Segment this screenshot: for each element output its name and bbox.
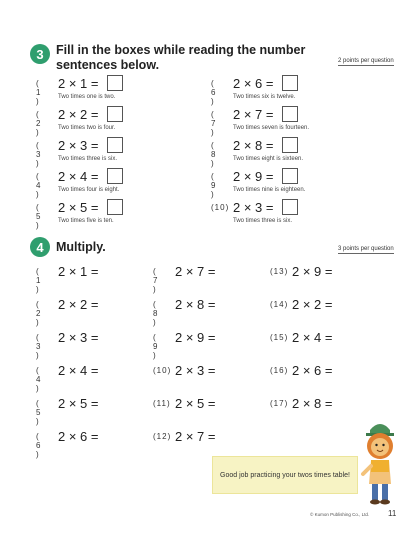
answer-box[interactable] (107, 137, 123, 153)
problem-number: ( 9 ) (211, 172, 217, 199)
answer-box[interactable] (107, 106, 123, 122)
section-4-points: 3 points per question (338, 246, 394, 252)
problem-expression: 2 × 9 = (175, 330, 216, 345)
problem-expression: 2 × 5 = (58, 396, 99, 411)
problem-number: ( 1 ) (36, 79, 42, 106)
problem-expression: 2 × 1 = (58, 264, 99, 279)
problem-expression: 2 × 7 = (233, 107, 274, 122)
answer-box[interactable] (282, 137, 298, 153)
problem-expression: 2 × 6 = (58, 429, 99, 444)
hat-icon (370, 424, 390, 434)
number-sentence: Two times four is eight. (58, 187, 120, 193)
number-sentence: Two times five is ten. (58, 218, 114, 224)
problem-number: ( 8 ) (153, 300, 159, 327)
problem-number: (12) (153, 432, 172, 441)
problem-number: (17) (270, 399, 289, 408)
problem-expression: 2 × 8 = (233, 138, 274, 153)
answer-box[interactable] (107, 199, 123, 215)
problem-number: ( 8 ) (211, 141, 217, 168)
section-4-badge: 4 (30, 237, 50, 257)
problem-number: ( 7 ) (153, 267, 159, 294)
page-number: 11 (388, 509, 397, 518)
number-sentence: Two times one is two. (58, 94, 116, 100)
answer-box[interactable] (282, 75, 298, 91)
answer-box[interactable] (282, 199, 298, 215)
problem-expression: 2 × 2 = (58, 297, 99, 312)
problem-expression: 2 × 4 = (292, 330, 333, 345)
problem-expression: 2 × 2 = (292, 297, 333, 312)
encouragement-message (212, 456, 358, 494)
problem-expression: 2 × 8 = (292, 396, 333, 411)
answer-box[interactable] (107, 75, 123, 91)
problem-number: (16) (270, 366, 289, 375)
problem-expression: 2 × 1 = (58, 76, 99, 91)
problem-expression: 2 × 3 = (233, 200, 274, 215)
problem-expression: 2 × 9 = (233, 169, 274, 184)
lion-mascot-illustration (360, 420, 400, 506)
problem-number: (10) (211, 203, 230, 212)
problem-number: ( 6 ) (36, 432, 42, 459)
problem-number: ( 1 ) (36, 267, 42, 294)
problem-expression: 2 × 6 = (292, 363, 333, 378)
section-3-badge: 3 (30, 44, 50, 64)
problem-number: ( 4 ) (36, 172, 42, 199)
problem-expression: 2 × 8 = (175, 297, 216, 312)
problem-number: ( 6 ) (211, 79, 217, 106)
problem-expression: 2 × 3 = (175, 363, 216, 378)
problem-number: ( 5 ) (36, 399, 42, 426)
problem-number: (14) (270, 300, 289, 309)
problem-number: ( 2 ) (36, 110, 42, 137)
problem-number: ( 9 ) (153, 333, 159, 360)
problem-expression: 2 × 3 = (58, 330, 99, 345)
copyright-notice: © Kumon Publishing Co., Ltd. (310, 512, 370, 517)
problem-expression: 2 × 7 = (175, 429, 216, 444)
problem-number: ( 5 ) (36, 203, 42, 230)
problem-expression: 2 × 6 = (233, 76, 274, 91)
section-3-points: 2 points per question (338, 58, 394, 64)
problem-number: (10) (153, 366, 172, 375)
problem-number: (15) (270, 333, 289, 342)
number-sentence: Two times three is six. (58, 156, 118, 162)
problem-expression: 2 × 2 = (58, 107, 99, 122)
problem-expression: 2 × 9 = (292, 264, 333, 279)
problem-number: ( 7 ) (211, 110, 217, 137)
problem-expression: 2 × 7 = (175, 264, 216, 279)
answer-box[interactable] (107, 168, 123, 184)
problem-expression: 2 × 3 = (58, 138, 99, 153)
number-sentence: Two times seven is fourteen. (233, 125, 310, 131)
problem-expression: 2 × 5 = (58, 200, 99, 215)
problem-number: ( 3 ) (36, 141, 42, 168)
problem-number: ( 4 ) (36, 366, 42, 393)
problem-number: ( 3 ) (36, 333, 42, 360)
number-sentence: Two times two is four. (58, 125, 116, 131)
section-3-title-line2: sentences below. (56, 58, 160, 72)
number-sentence: Two times six is twelve. (233, 94, 296, 100)
answer-box[interactable] (282, 168, 298, 184)
section-4-title: Multiply. (56, 240, 106, 254)
section-3-title-line1: Fill in the boxes while reading the number (56, 43, 306, 57)
problem-number: (13) (270, 267, 289, 276)
number-sentence: Two times eight is sixteen. (233, 156, 304, 162)
problem-number: ( 2 ) (36, 300, 42, 327)
section-3-title (56, 43, 305, 73)
problem-expression: 2 × 4 = (58, 169, 99, 184)
problem-expression: 2 × 5 = (175, 396, 216, 411)
number-sentence: Two times three is six. (233, 218, 293, 224)
answer-box[interactable] (282, 106, 298, 122)
problem-expression: 2 × 4 = (58, 363, 99, 378)
number-sentence: Two times nine is eighteen. (233, 187, 306, 193)
encouragement-text: Good job practicing your twos times table! (220, 471, 350, 479)
problem-number: (11) (153, 399, 171, 408)
